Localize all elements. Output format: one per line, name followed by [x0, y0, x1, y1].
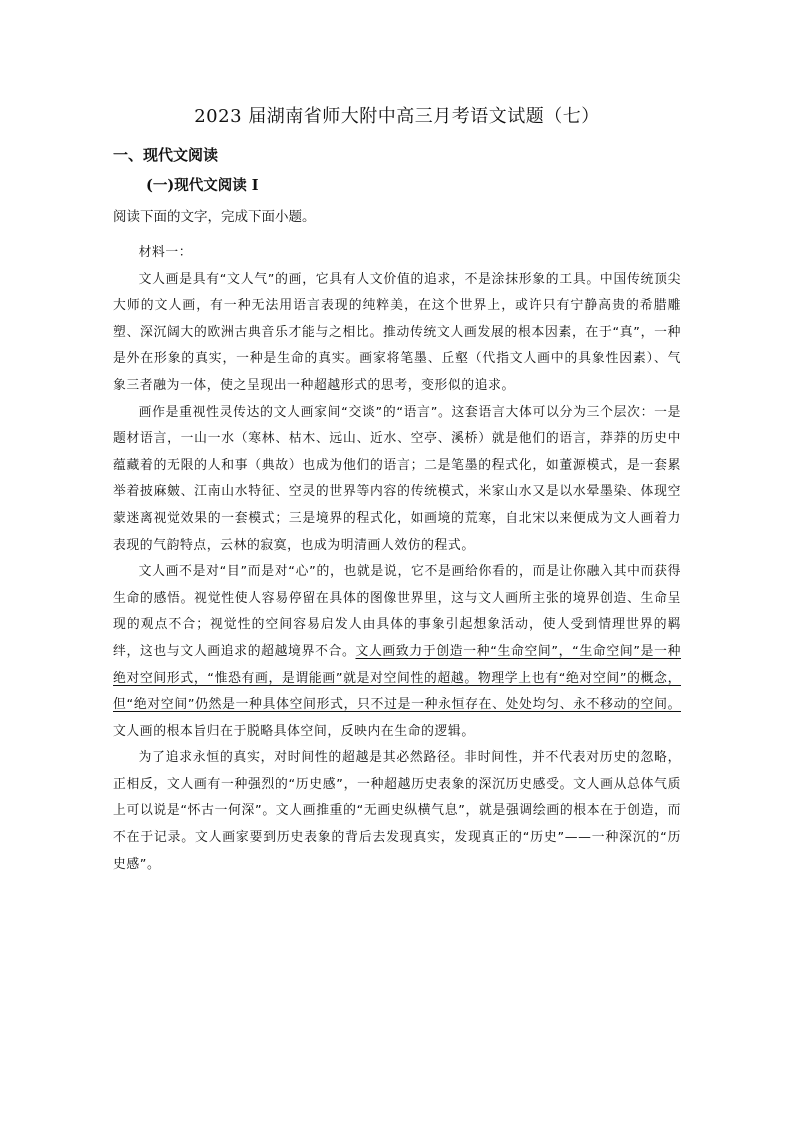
section-heading: 一、现代文阅读 [113, 146, 219, 164]
document-title: 2023 届湖南省师大附中高三月考语文试题（七） [194, 106, 600, 127]
subsection-heading: (一)现代文阅读 I [146, 177, 259, 194]
material-label: 材料一： [138, 245, 193, 260]
paragraph-2: 画作是重视性灵传达的文人画家间“交谈”的“语言”。这套语言大体可以分为三个层次：一是题材语言，一山一水（寒林、枯木、远山、近水、空亭、溪桥）就是他们的语言，莽莽的历史中蕴藏着的无限的人和事（典故）也成为他们的语言；二是笔墨的程式化，如董源模式，是一套累举着披麻皴、江南山水特征、空灵的世界等内容的传统模式，米家山水又是以水晕墨染、体现空蒙迷离视觉效果的一套模式；三是境界的程式化，如画境的荒寒，自北宋以来便成为文人画着力表现的气韵特点，云林的寂寞，也成为明清画人效仿的程式。 [113, 404, 681, 553]
paragraph-3-lead: 文人画不是对“目”而是对“心”的，也就是说，它不是画给你看的，而是让你融入其中而获得生命的感悟。视觉性使人容易停留在具体的图像世界里，这与文人画所主张的境界创造、生命呈现的观点不合；视觉性的空间容易启发人由具体的事象引起想象活动，使人受到情理世界的羁绊，这也与文人画追求的超越境界不合。 [113, 564, 681, 659]
paragraph-4: 为了追求永恒的真实，对时间性的超越是其必然路径。非时间性，并不代表对历史的忽略，正相反，文人画有一种强烈的“历史感”，一种超越历史表象的深沉历史感受。文人画从总体气质上可以说是“怀古一何深”。文人画推重的“无画史纵横气息”，就是强调绘画的根本在于创造，而不在于记录。文人画家要到历史表象的背后去发现真实，发现真正的“历史”——一种深沉的“历史感”。 [113, 750, 681, 872]
paragraph-3-tail: 文人画的根本旨归在于脱略具体空间，反映内在生命的逻辑。 [113, 723, 475, 739]
paragraph-1: 文人画是具有“文人气”的画，它具有人文价值的追求，不是涂抹形象的工具。中国传统顶尖大师的文人画，有一种无法用语言表现的纯粹美，在这个世界上，或许只有宁静高贵的希腊雕塑、深沉阔大的欧洲古典音乐才能与之相比。推动传统文人画发展的根本因素，在于“真”，一种是外在形象的真实，一种是生命的真实。画家将笔墨、丘壑（代指文人画中的具象性因素）、气象三者融为一体，使之呈现出一种超越形式的思考，变形似的追求。 [113, 271, 681, 393]
paragraph-3 [113, 559, 681, 745]
instruction-text: 阅读下面的文字，完成下面小题。 [113, 209, 316, 225]
underlined-passage: 文人画致力于创造一种“生命空间”，“生命空间”是一种绝对空间形式，“惟恐有画，是谓能画”就是对空间性的超越。物理学上也有“绝对空间”的概念，但“绝对空间”仍然是一种具体空间形式，只不过是一种永恒存在、处处均匀、永不移动的空间。 [113, 643, 681, 713]
reading-material [113, 240, 681, 878]
